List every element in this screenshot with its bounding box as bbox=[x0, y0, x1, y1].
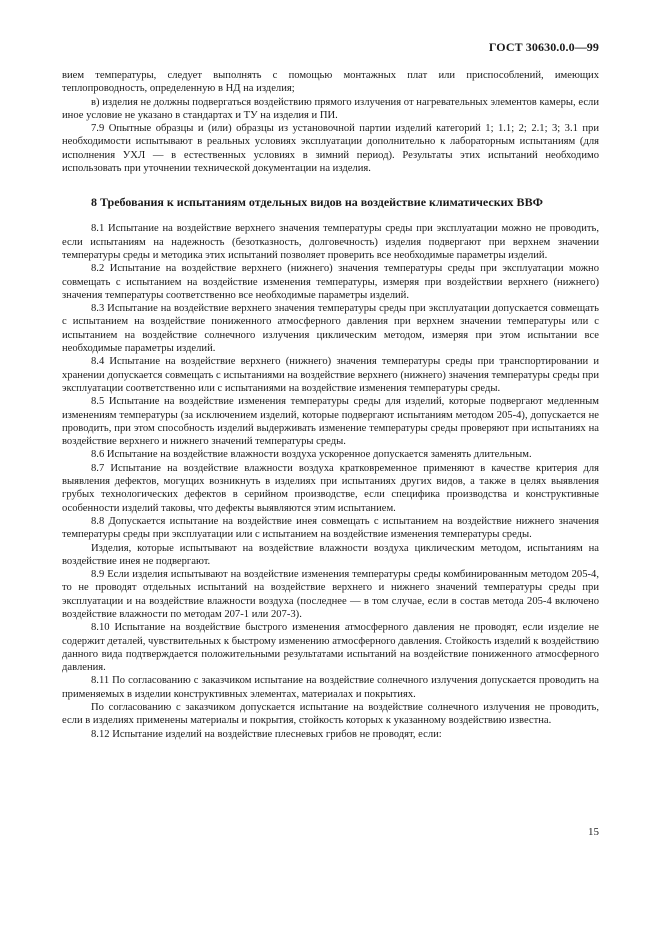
paragraph-8-10: 8.10 Испытание на воздействие быстрого изменения атмосферного давления не проводят, если изделие не содержит деталей, чувствительных к быстрому изменению атмосферного давления. Стойкость изделий к воздействию данного вида подтверждается положительными результатами испытаний на воздействие пониженного атмосферного давления. bbox=[62, 622, 599, 674]
paragraph-8-8: 8.8 Допускается испытание на воздействие инея совмещать с испытанием на воздействие нижнего значения температуры среды при эксплуатации или с испытанием на воздействие изменения температуры среды. bbox=[62, 515, 599, 541]
paragraph-8-7: 8.7 Испытание на воздействие влажности воздуха кратковременное применяют в качестве критерия для выявления дефектов, могущих возникнуть в изделиях при испытаниях других видов, а также в целях выявления грубых технологических дефектов в серийном производстве, если специфика производства и конструктивные особенности изделий таковы, что дефекты выявляются этим испытанием. bbox=[62, 462, 599, 514]
paragraph-8-4: 8.4 Испытание на воздействие верхнего (нижнего) значения температуры среды при транспортировании и хранении допускается совмещать с испытаниями на воздействие верхнего (нижнего) значения температуры среды при эксплуатации соответственно или с испытаниями на воздействие изменения температуры среды. bbox=[62, 356, 599, 394]
paragraph-8-11: 8.11 По согласованию с заказчиком испытание на воздействие солнечного излучения допускается проводить на применяемых в изделии конструктивных элементах, материалах и покрытиях. bbox=[62, 675, 599, 700]
paragraph-8-11-note: По согласованию с заказчиком допускается испытание на воздействие солнечного излучения не проводить, если в изделиях применены материалы и покрытия, стойкость которых к указанному воздействию известна. bbox=[62, 702, 599, 727]
standard-header: ГОСТ 30630.0.0—99 bbox=[488, 40, 599, 54]
paragraph-8-5: 8.5 Испытание на воздействие изменения температуры среды для изделий, которые подвергают медленным изменениям температуры (за исключением изделий, которые подвергают испытаниям методом 205-4), допускается не проводить, при этом способность изделий выдерживать изменение температуры среды проверяют при испытаниях на воздействие верхнего и нижнего значений температуры среды. bbox=[62, 396, 599, 448]
paragraph-8-9: 8.9 Если изделия испытывают на воздействие изменения температуры среды комбинированным методом 205-4, то не проводят отдельных испытаний на воздействие верхнего и нижнего значений температуры среды при эксплуатации и на воздействие влажности воздуха (последнее — в том случае, если в состав метода 205-4 включено воздействие влажности по методам 207-1 или 207-3). bbox=[62, 569, 599, 620]
paragraph-8-12: 8.12 Испытание изделий на воздействие плесневых грибов не проводят, если: bbox=[91, 728, 442, 740]
paragraph-continuation: вием температуры, следует выполнять с помощью монтажных плат или приспособлений, имеющих теплопроводность, определенную в НД на изделия; bbox=[62, 70, 599, 95]
section-title: 8 Требования к испытаниям отдельных видов на воздействие климатических ВВФ bbox=[91, 195, 543, 210]
paragraph-8-3: 8.3 Испытание на воздействие верхнего значения температуры среды при эксплуатации допускается совмещать с испытанием на воздействие пониженного атмосферного давления при верхнем значении температуры или с испытанием на воздействие солнечного излучения циклическим методом, измеряя при этом испытании все необходимые параметры изделий. bbox=[62, 303, 599, 355]
paragraph-7-9: 7.9 Опытные образцы и (или) образцы из установочной партии изделий категорий 1; 1.1; 2; 2.1; 3; 3.1 при необходимости испытывают в реальных условиях эксплуатации дополнительно к лабораторным испытаниям (для исполнения УХЛ — в естественных условиях в зимний период). Результаты этих испытаний необходимо использовать при уточнении технической документации на изделия. bbox=[62, 123, 599, 175]
paragraph-8-2: 8.2 Испытание на воздействие верхнего (нижнего) значения температуры среды при эксплуатации можно совмещать с испытанием на воздействие изменения температуры, измеряя при воздействии верхнего (нижнего) значения температуры соответственно все необходимые параметры изделий. bbox=[62, 263, 599, 301]
paragraph-8-6: 8.6 Испытание на воздействие влажности воздуха ускоренное допускается заменять длительным. bbox=[91, 449, 532, 461]
paragraph-8-1: 8.1 Испытание на воздействие верхнего значения температуры среды при эксплуатации можно не проводить, если испытаниям на надежность (безотказность, долговечность) изделия подвергают при верхнем значении температуры среды и методика этих испытаний позволяет проверить все необходимые параметры изделий. bbox=[62, 223, 599, 261]
paragraph-8-8-note: Изделия, которые испытывают на воздействие влажности воздуха циклическим методом, испытаниям на воздействие инея не подвергают. bbox=[62, 542, 599, 567]
page-number: 15 bbox=[588, 826, 599, 838]
paragraph-item-v: в) изделия не должны подвергаться воздействию прямого излучения от нагревательных элементов камеры, если иное условие не указано в стандартах и ТУ на изделия и ПИ. bbox=[62, 96, 599, 121]
document-body bbox=[62, 69, 599, 741]
